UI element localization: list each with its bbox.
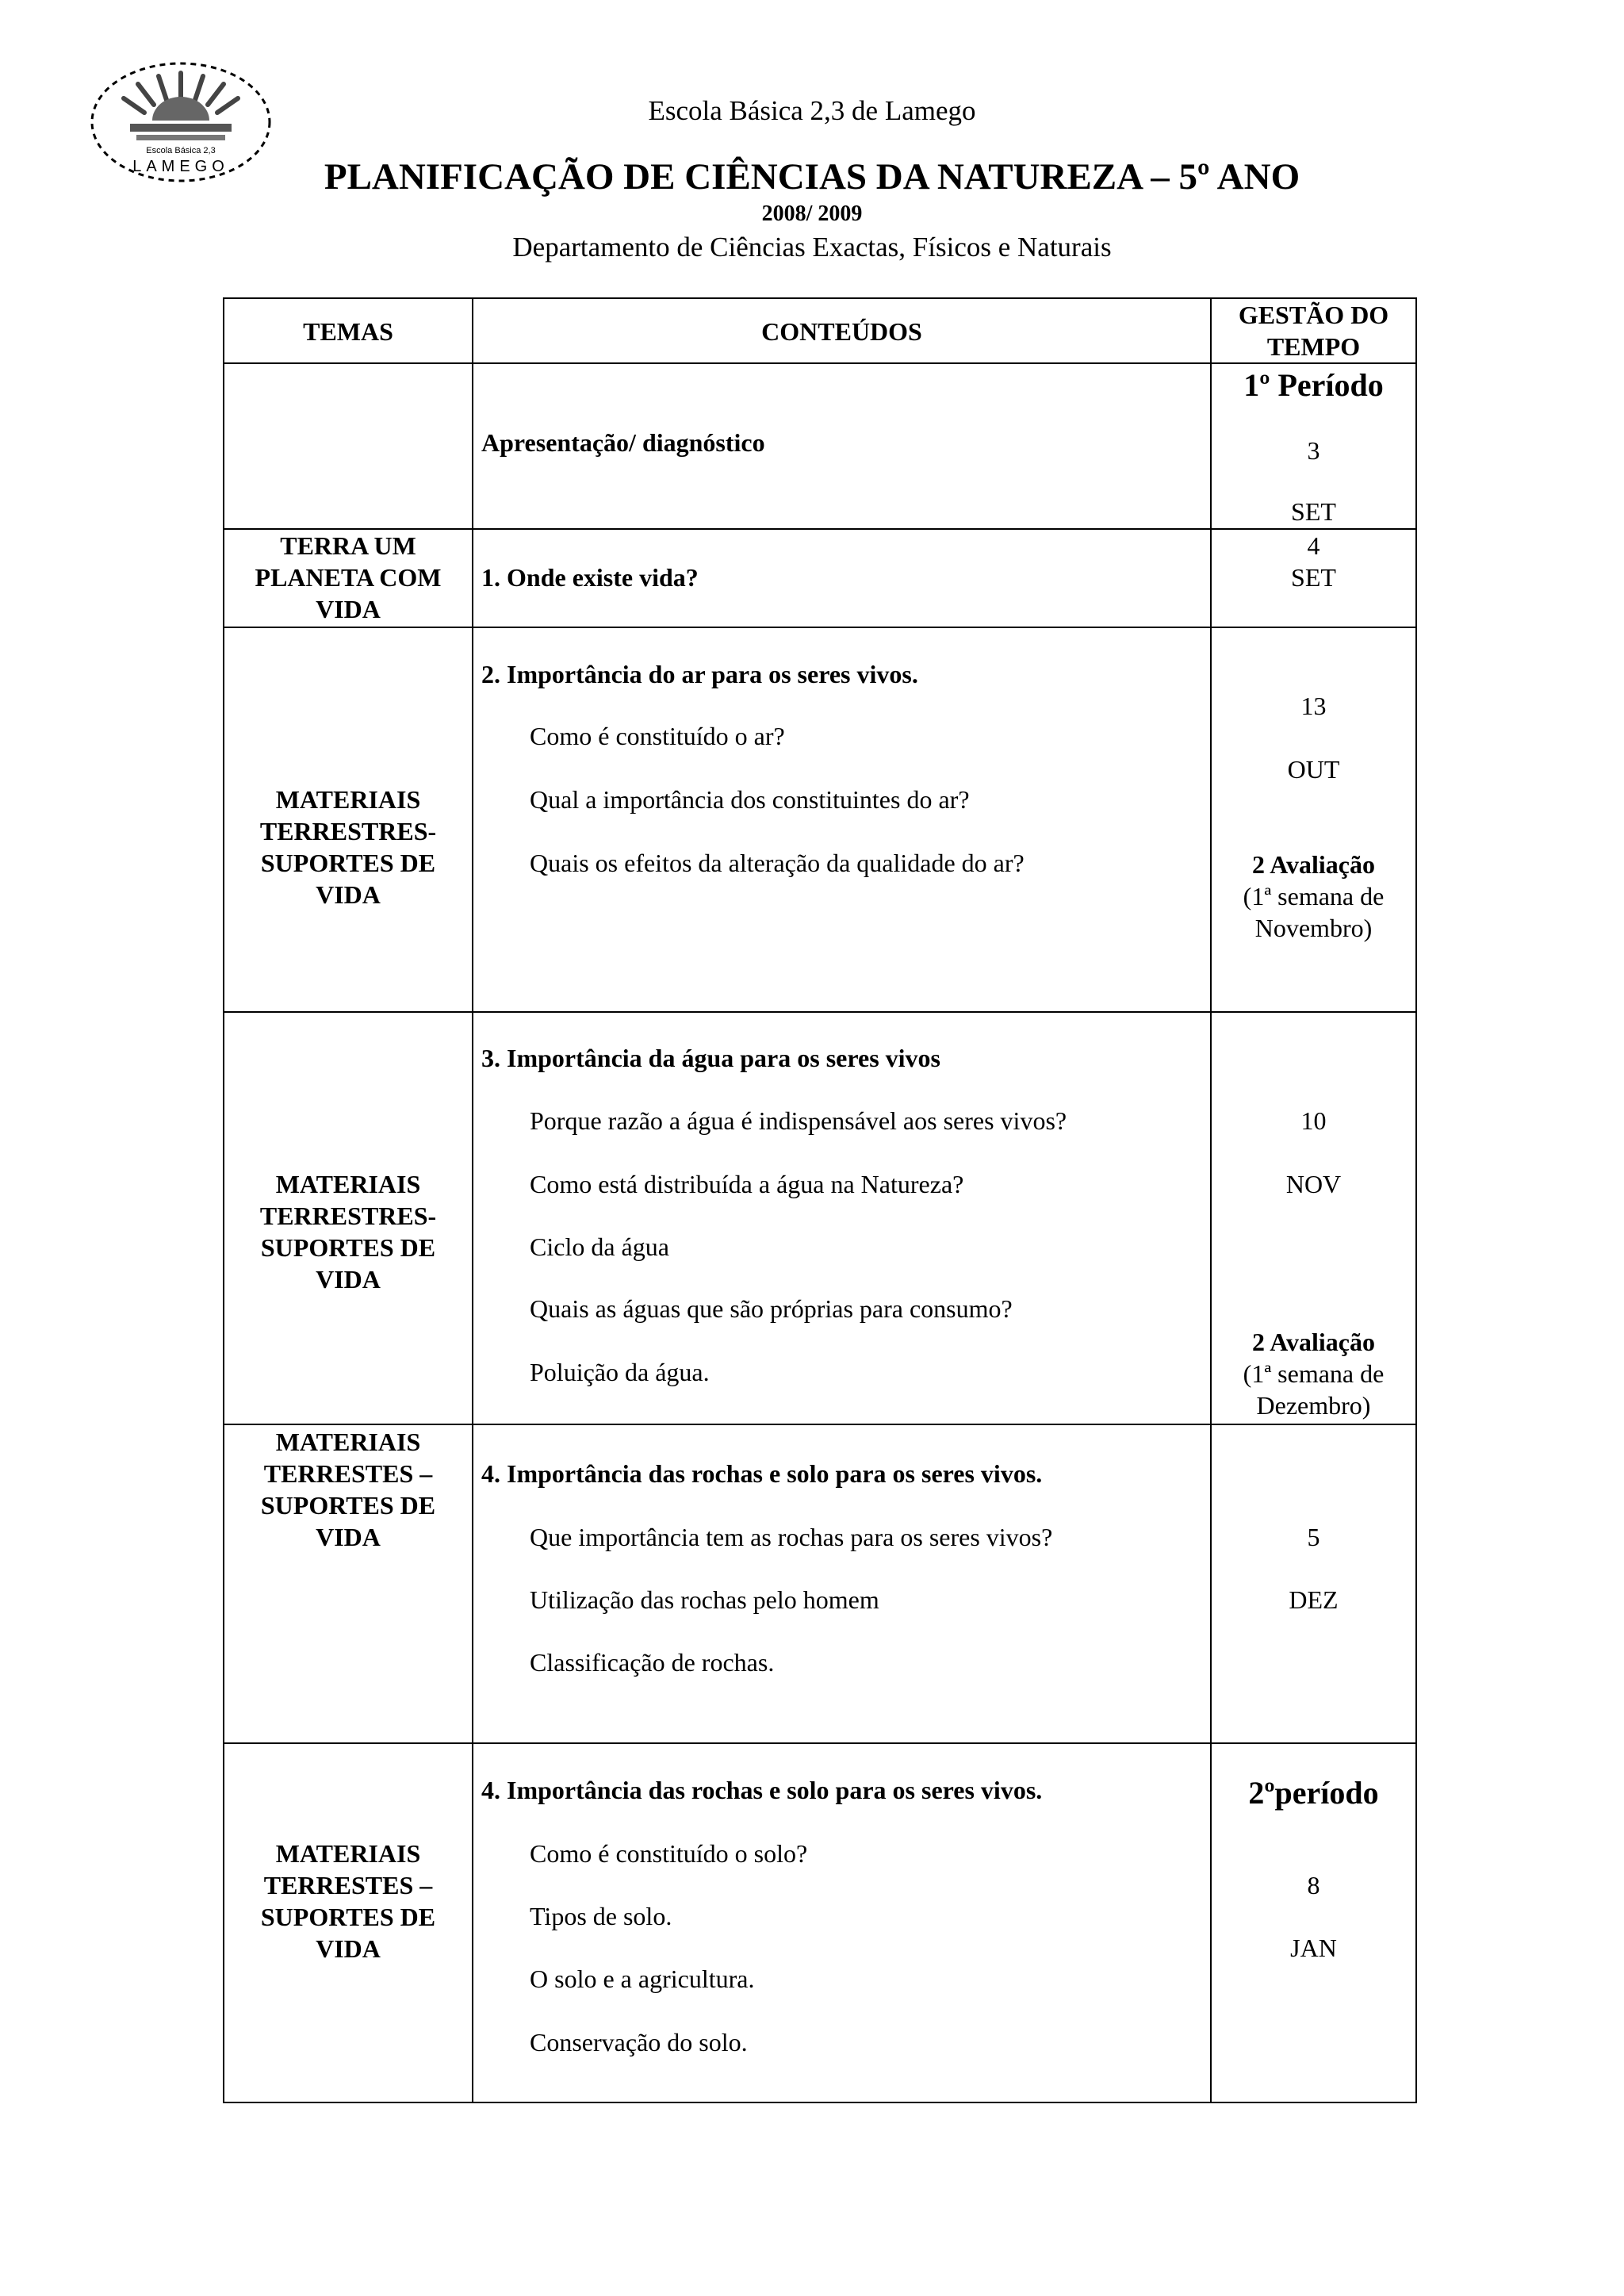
row-3-item-3: Quais os efeitos da alteração da qualidade do ar? xyxy=(530,849,1025,877)
row-4-tema: MATERIAIS TERRESTRES- SUPORTES DE VIDA xyxy=(259,1170,437,1294)
logo-small-text: Escola Básica 2,3 xyxy=(146,146,216,155)
row-3-item-2: Qual a importância dos constituintes do ar? xyxy=(530,785,970,814)
row-6-item-4: Conservação do solo. xyxy=(530,2028,748,2056)
row-1-num: 3 xyxy=(1307,436,1320,465)
row-5-item-1: Que importância tem as rochas para os seres vivos? xyxy=(530,1523,1053,1551)
row-4-item-3: Ciclo da água xyxy=(530,1232,669,1261)
row-3-avaliacao-note: (1ª semana de Novembro) xyxy=(1243,882,1385,942)
row-4-item-2: Como está distribuída a água na Natureza? xyxy=(530,1170,964,1198)
periodo-1: 1º Período xyxy=(1243,367,1384,403)
row-2-month: SET xyxy=(1291,563,1336,592)
row-4-num: 10 xyxy=(1300,1106,1327,1135)
row-4-item-1: Porque razão a água é indispensável aos seres vivos? xyxy=(530,1106,1067,1135)
row-2-tema: TERRA UM PLANETA COM VIDA xyxy=(255,531,442,623)
row-5-num: 5 xyxy=(1307,1523,1320,1551)
row-6-num: 8 xyxy=(1307,1871,1320,1899)
row-3-heading: 2. Importância do ar para os seres vivos. xyxy=(481,660,918,688)
school-year: 2008/ 2009 xyxy=(761,201,863,226)
row-4-item-4: Quais as águas que são próprias para consumo? xyxy=(530,1294,1013,1323)
logo-text: LAMEGO xyxy=(132,158,229,175)
row-6-heading: 4. Importância das rochas e solo para os seres vivos. xyxy=(481,1776,1043,1804)
row-1-heading: Apresentação/ diagnóstico xyxy=(481,428,765,457)
row-4-item-5: Poluição da água. xyxy=(530,1358,710,1386)
row-3-tema: MATERIAIS TERRESTRES- SUPORTES DE VIDA xyxy=(259,785,437,909)
header-gestao: GESTÃO DO TEMPO xyxy=(1238,301,1389,361)
row-4-avaliacao-note: (1ª semana de Dezembro) xyxy=(1243,1359,1385,1420)
row-2-num: 4 xyxy=(1307,531,1320,560)
row-3-month: OUT xyxy=(1287,755,1340,784)
row-2-heading: 1. Onde existe vida? xyxy=(481,563,699,592)
row-4-avaliacao: 2 Avaliação xyxy=(1252,1328,1375,1356)
row-3-avaliacao: 2 Avaliação xyxy=(1252,850,1375,879)
row-5-tema: MATERIAIS TERRESTES – SUPORTES DE VIDA xyxy=(260,1428,436,1551)
row-5-item-2: Utilização das rochas pelo homem xyxy=(530,1585,879,1614)
periodo-2: 2ºperíodo xyxy=(1248,1775,1379,1811)
row-6-item-1: Como é constituído o solo? xyxy=(530,1839,808,1868)
school-name: Escola Básica 2,3 de Lamego xyxy=(648,95,976,126)
row-5-item-3: Classificação de rochas. xyxy=(530,1648,775,1677)
page-title: PLANIFICAÇÃO DE CIÊNCIAS DA NATUREZA – 5º ANO xyxy=(324,156,1300,197)
row-6-tema: MATERIAIS TERRESTES – SUPORTES DE VIDA xyxy=(260,1839,436,1963)
header-temas: TEMAS xyxy=(303,317,393,346)
row-3-num: 13 xyxy=(1300,692,1327,720)
row-4-month: NOV xyxy=(1285,1170,1342,1198)
row-3-item-1: Como é constituído o ar? xyxy=(530,722,785,750)
row-1-month: SET xyxy=(1291,497,1336,526)
row-5-month: DEZ xyxy=(1289,1585,1339,1614)
row-6-month: JAN xyxy=(1290,1934,1337,1962)
row-6-item-3: O solo e a agricultura. xyxy=(530,1964,755,1993)
row-6-item-2: Tipos de solo. xyxy=(530,1902,672,1930)
department-name: Departamento de Ciências Exactas, Físicos e Naturais xyxy=(512,232,1112,263)
row-4-heading: 3. Importância da água para os seres vivos xyxy=(481,1044,940,1072)
row-5-heading: 4. Importância das rochas e solo para os seres vivos. xyxy=(481,1459,1043,1488)
header-conteudos: CONTEÚDOS xyxy=(761,317,922,346)
